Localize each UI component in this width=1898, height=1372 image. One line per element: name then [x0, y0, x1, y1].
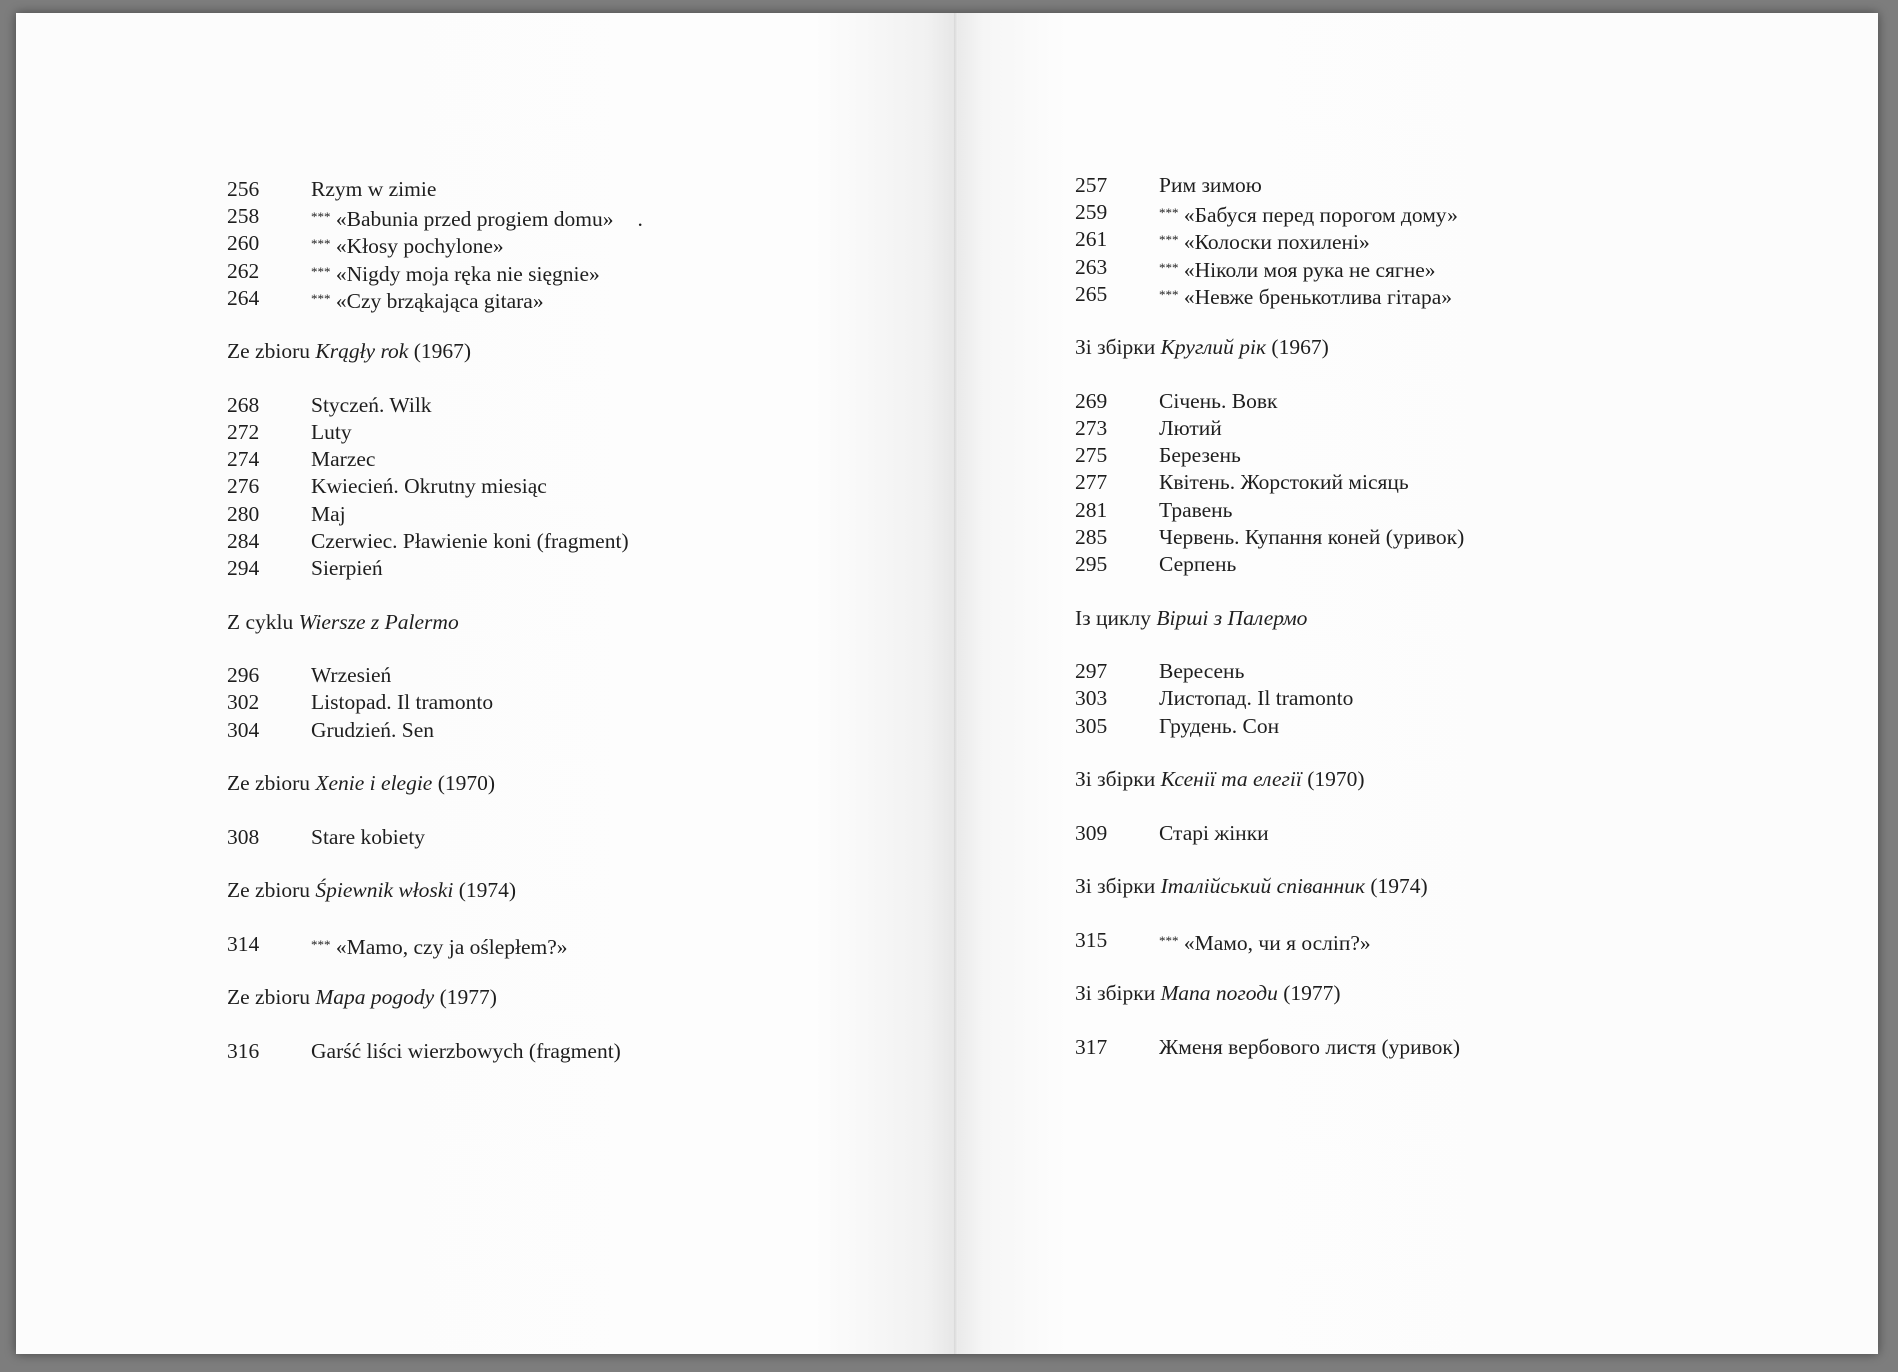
- entry-title-wrap: [1159, 199, 1458, 226]
- entry-title: «Nigdy moja ręka nie sięgnie»: [335, 261, 600, 286]
- toc-entry: [1075, 281, 1464, 308]
- entry-title: Вересень: [1159, 659, 1245, 684]
- toc-entry: [227, 203, 643, 230]
- asterism: ***: [311, 936, 331, 952]
- left-page: [16, 13, 956, 1354]
- section-heading: [227, 984, 643, 1011]
- entry-page-number: 269: [1075, 388, 1108, 413]
- entry-title-wrap: [311, 1038, 621, 1065]
- entry-page-number: 272: [227, 420, 260, 445]
- entry-title-wrap: [311, 501, 346, 528]
- left-table-of-contents: [227, 176, 643, 1065]
- heading-prefix: Зі збірки: [1075, 767, 1156, 792]
- entry-title-wrap: [311, 258, 600, 285]
- entry-title: Garść liści wierzbowych (fragment): [311, 1039, 621, 1064]
- asterism: ***: [311, 236, 331, 252]
- toc-entry: [227, 689, 643, 716]
- entry-title-wrap: [311, 931, 568, 958]
- entry-page-number: 305: [1075, 713, 1108, 738]
- entry-title: Листопад. Il tramonto: [1159, 686, 1354, 711]
- entry-title: Червень. Купання коней (уривок): [1159, 524, 1465, 549]
- entry-title: Травень: [1159, 497, 1233, 522]
- toc-entry: [1075, 226, 1464, 253]
- asterism: ***: [311, 263, 331, 279]
- heading-year: (1974): [1370, 874, 1428, 899]
- section-heading: [227, 609, 643, 636]
- book-spread: [16, 13, 1878, 1354]
- toc-entry: [227, 419, 643, 446]
- entry-title: Stare kobiety: [311, 824, 426, 849]
- toc-entry: [227, 717, 643, 744]
- heading-prefix: Ze zbioru: [227, 985, 310, 1010]
- asterism: ***: [1159, 286, 1179, 302]
- book-gutter: [954, 13, 958, 1354]
- toc-entry: [1075, 685, 1464, 712]
- entry-title-wrap: [311, 230, 504, 257]
- toc-entry: [227, 230, 643, 257]
- entry-page-number: 297: [1075, 659, 1108, 684]
- entry-title-wrap: [311, 528, 629, 555]
- toc-entry: [1075, 658, 1464, 685]
- entry-page-number: 284: [227, 528, 260, 553]
- entry-title-wrap: [311, 689, 493, 716]
- toc-entry: [1075, 442, 1464, 469]
- stray-mark: .: [637, 207, 643, 232]
- entry-title: «Czy brząkająca gitara»: [335, 288, 544, 313]
- entry-page-number: 285: [1075, 524, 1108, 549]
- entry-page-number: 295: [1075, 552, 1108, 577]
- toc-entry: [1075, 172, 1464, 199]
- entry-title: «Мамо, чи я осліп?»: [1183, 930, 1371, 955]
- entry-page-number: 276: [227, 474, 260, 499]
- toc-entry: [227, 931, 643, 958]
- entry-page-number: 317: [1075, 1035, 1108, 1060]
- entry-title-wrap: [1159, 685, 1353, 712]
- entry-page-number: 296: [227, 663, 260, 688]
- heading-year: (1974): [458, 878, 517, 903]
- entry-title-wrap: [311, 392, 432, 419]
- heading-year: (1970): [437, 771, 496, 796]
- entry-page-number: 315: [1075, 927, 1108, 952]
- entry-title: Грудень. Сон: [1159, 713, 1280, 738]
- toc-entry: [1075, 388, 1464, 415]
- section-heading: [227, 338, 643, 365]
- heading-prefix: Зі збірки: [1075, 874, 1156, 899]
- toc-entry: [227, 285, 643, 312]
- heading-collection-title: Мапа погоди: [1160, 981, 1278, 1006]
- entry-title: Січень. Вовк: [1159, 388, 1278, 413]
- entry-title-wrap: [1159, 927, 1371, 954]
- asterism: ***: [1159, 205, 1179, 221]
- entry-page-number: 316: [227, 1039, 260, 1064]
- entry-title-wrap: [1159, 388, 1277, 415]
- entry-page-number: 257: [1075, 173, 1108, 197]
- entry-title-wrap: [311, 176, 436, 203]
- entry-title: Лютий: [1159, 416, 1222, 441]
- right-page: [956, 13, 1878, 1354]
- entry-title: «Mamo, czy ja oślepłem?»: [335, 934, 568, 959]
- toc-entry: [1075, 820, 1464, 847]
- entry-title: «Babunia przed progiem domu»: [335, 207, 614, 232]
- entry-title-wrap: [1159, 713, 1279, 740]
- heading-collection-title: Wiersze z Palermo: [298, 609, 459, 634]
- toc-entry: [227, 528, 643, 555]
- section-heading: [227, 770, 643, 797]
- heading-collection-title: Ксенії та елегії: [1160, 767, 1302, 792]
- entry-page-number: 268: [227, 392, 260, 417]
- entry-title-wrap: [1159, 497, 1233, 524]
- entry-page-number: 274: [227, 447, 260, 472]
- entry-title-wrap: [1159, 820, 1269, 847]
- entry-title-wrap: [311, 717, 434, 744]
- heading-year: (1970): [1307, 767, 1365, 792]
- entry-title: Wrzesień: [311, 663, 392, 688]
- section-heading: [1075, 873, 1464, 900]
- asterism: ***: [1159, 259, 1179, 275]
- heading-collection-title: Вірші з Палермо: [1156, 605, 1308, 630]
- right-table-of-contents: [1075, 172, 1464, 1061]
- toc-entry: [1075, 469, 1464, 496]
- toc-entry: [227, 555, 643, 582]
- entry-title: Sierpień: [311, 556, 383, 581]
- entry-title-wrap: [311, 285, 544, 312]
- entry-page-number: 259: [1075, 200, 1108, 225]
- entry-page-number: 294: [227, 556, 260, 581]
- entry-title-wrap: [311, 555, 383, 582]
- entry-page-number: 314: [227, 931, 260, 956]
- entry-title-wrap: [1159, 469, 1409, 496]
- entry-title-wrap: [311, 203, 643, 230]
- entry-title: «Kłosy pochylone»: [335, 234, 504, 259]
- toc-entry: [1075, 1034, 1464, 1061]
- entry-page-number: 256: [227, 177, 260, 201]
- entry-page-number: 258: [227, 204, 260, 229]
- toc-entry: [227, 392, 643, 419]
- entry-page-number: 261: [1075, 227, 1108, 252]
- entry-title-wrap: [311, 473, 547, 500]
- toc-entry: [227, 473, 643, 500]
- toc-entry: [1075, 524, 1464, 551]
- toc-entry: [227, 176, 643, 203]
- heading-collection-title: Італійський співанник: [1160, 874, 1366, 899]
- entry-page-number: 273: [1075, 416, 1108, 441]
- entry-title: Maj: [311, 501, 346, 526]
- toc-entry: [1075, 199, 1464, 226]
- entry-title-wrap: [1159, 281, 1452, 308]
- entry-page-number: 308: [227, 824, 260, 849]
- heading-year: (1977): [439, 985, 497, 1010]
- entry-title: «Бабуся перед порогом дому»: [1183, 203, 1458, 228]
- toc-entry: [227, 501, 643, 528]
- asterism: ***: [1159, 232, 1179, 248]
- entry-page-number: 263: [1075, 254, 1108, 279]
- entry-page-number: 262: [227, 258, 260, 283]
- toc-entry: [227, 1038, 643, 1065]
- entry-title: Grudzień. Sen: [311, 717, 434, 742]
- toc-entry: [1075, 254, 1464, 281]
- heading-collection-title: Mapa pogody: [315, 985, 435, 1010]
- toc-entry: [227, 824, 643, 851]
- entry-title: Styczeń. Wilk: [311, 392, 432, 417]
- heading-prefix: Z cyklu: [227, 609, 294, 634]
- asterism: ***: [1159, 932, 1179, 948]
- heading-collection-title: Круглий рік: [1160, 335, 1267, 360]
- entry-title-wrap: [1159, 442, 1241, 469]
- entry-page-number: 309: [1075, 820, 1108, 845]
- entry-title: Рим зимою: [1159, 173, 1262, 197]
- entry-page-number: 303: [1075, 686, 1108, 711]
- heading-collection-title: Krągły rok: [315, 339, 409, 364]
- heading-collection-title: Śpiewnik włoski: [315, 878, 454, 903]
- toc-entry: [1075, 415, 1464, 442]
- asterism: ***: [311, 290, 331, 306]
- entry-title: «Невже бренькотлива гітара»: [1183, 284, 1452, 309]
- section-heading: [1075, 334, 1464, 361]
- entry-page-number: 265: [1075, 281, 1108, 306]
- entry-title: «Ніколи моя рука не сягне»: [1183, 257, 1436, 282]
- entry-title-wrap: [1159, 1034, 1460, 1061]
- entry-title-wrap: [1159, 524, 1464, 551]
- entry-title: Березень: [1159, 443, 1241, 468]
- section-heading: [1075, 605, 1464, 632]
- heading-prefix: Ze zbioru: [227, 771, 310, 796]
- toc-entry: [1075, 551, 1464, 578]
- entry-title: Kwiecień. Okrutny miesiąc: [311, 474, 547, 499]
- entry-title-wrap: [311, 419, 352, 446]
- toc-entry: [1075, 927, 1464, 954]
- section-heading: [1075, 766, 1464, 793]
- entry-title: «Колоски похилені»: [1183, 230, 1370, 255]
- section-heading: [1075, 980, 1464, 1007]
- toc-entry: [227, 258, 643, 285]
- entry-title: Серпень: [1159, 552, 1237, 577]
- entry-title-wrap: [1159, 172, 1262, 199]
- heading-year: (1977): [1283, 981, 1341, 1006]
- asterism: ***: [311, 209, 331, 225]
- entry-title: Квітень. Жорстокий місяць: [1159, 470, 1409, 495]
- heading-prefix: Із циклу: [1075, 605, 1151, 630]
- heading-year: (1967): [413, 339, 472, 364]
- entry-title-wrap: [311, 446, 375, 473]
- entry-title: Listopad. Il tramonto: [311, 690, 494, 715]
- entry-title: Marzec: [311, 447, 376, 472]
- section-heading: [227, 877, 643, 904]
- toc-entry: [1075, 497, 1464, 524]
- heading-year: (1967): [1271, 335, 1329, 360]
- entry-title-wrap: [1159, 254, 1436, 281]
- entry-title-wrap: [1159, 551, 1236, 578]
- entry-title-wrap: [1159, 226, 1370, 253]
- entry-page-number: 281: [1075, 497, 1108, 522]
- entry-page-number: 280: [227, 501, 260, 526]
- entry-title: Luty: [311, 420, 352, 445]
- heading-collection-title: Xenie i elegie: [315, 771, 433, 796]
- entry-page-number: 264: [227, 285, 260, 310]
- toc-entry: [1075, 713, 1464, 740]
- entry-page-number: 275: [1075, 443, 1108, 468]
- heading-prefix: Зі збірки: [1075, 335, 1156, 360]
- entry-page-number: 277: [1075, 470, 1108, 495]
- entry-title-wrap: [1159, 415, 1222, 442]
- entry-page-number: 304: [227, 717, 260, 742]
- entry-title-wrap: [1159, 658, 1244, 685]
- heading-prefix: Ze zbioru: [227, 339, 310, 364]
- entry-page-number: 260: [227, 231, 260, 256]
- toc-entry: [227, 662, 643, 689]
- entry-title: Жменя вербового листя (уривок): [1159, 1035, 1461, 1060]
- entry-page-number: 302: [227, 690, 260, 715]
- entry-title: Czerwiec. Pławienie koni (fragment): [311, 528, 629, 553]
- entry-title: Старі жінки: [1159, 820, 1269, 845]
- entry-title-wrap: [311, 824, 425, 851]
- entry-title: Rzym w zimie: [311, 177, 437, 201]
- heading-prefix: Ze zbioru: [227, 878, 310, 903]
- heading-prefix: Зі збірки: [1075, 981, 1156, 1006]
- entry-title-wrap: [311, 662, 391, 689]
- toc-entry: [227, 446, 643, 473]
